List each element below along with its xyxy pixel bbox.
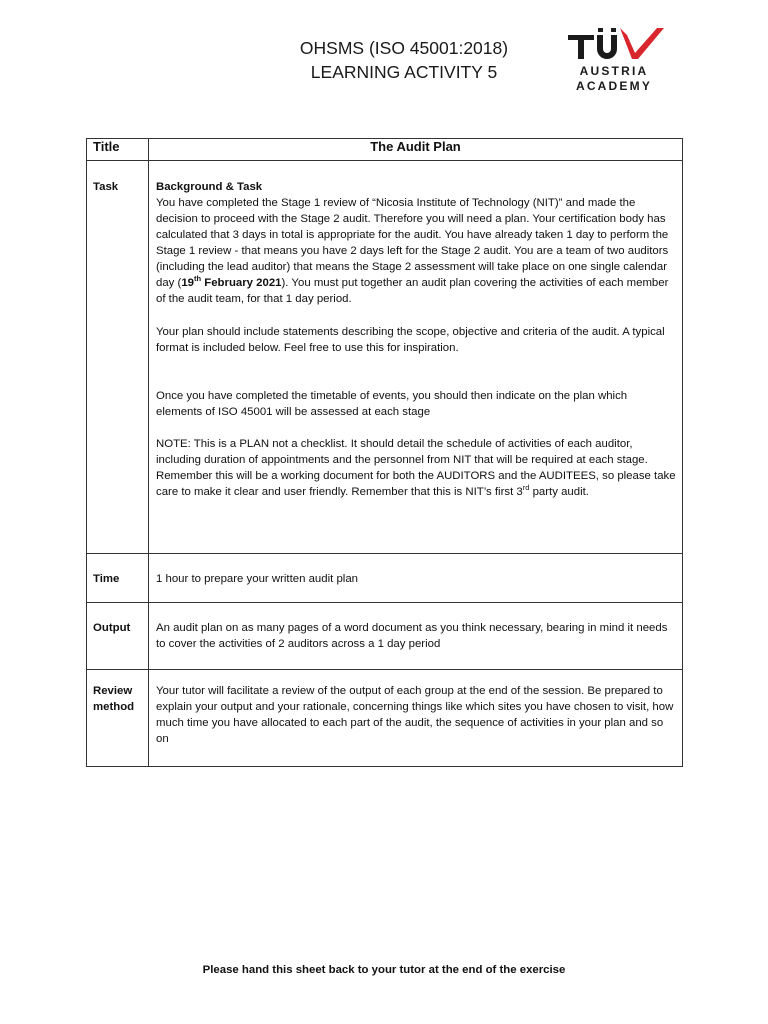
task-paragraph-2: Your plan should include statements describing the scope, objective and criteria of the audit. A typical format is included below. Feel free to use this for inspiration. [156,326,665,354]
header-line-1: OHSMS (ISO 45001:2018) [299,38,509,58]
table-row-task [87,161,683,554]
tuv-austria-academy-logo [562,26,672,96]
activity-table [86,138,683,767]
document-header [246,36,562,84]
table-row-output [87,603,683,670]
row-label-time: Time [87,554,149,603]
task-note-paragraph: NOTE: This is a PLAN not a checklist. It should detail the schedule of activities of each auditor, including duration of appointments and the personnel from NIT that will be required at each stage. Remember this will be a working document for both the AUDITORS and the AUDITEES, so please take care to make it clear and user friendly. Remember that this is NIT’s first 3rd party audit. [156,438,676,498]
logo-text-austria: AUSTRIA [579,64,649,78]
row-content-time: 1 hour to prepare your written audit plan [149,554,683,603]
row-content-output: An audit plan on as many pages of a word document as you think necessary, bearing in mind it needs to cover the activities of 2 auditors across a 1 day period [149,603,683,670]
table-header-row [87,139,683,161]
task-paragraph-1: You have completed the Stage 1 review of “Nicosia Institute of Technology (NIT)” and made the decision to proceed with the Stage 2 audit. Therefore you will need a plan. Your certification body has calculated that 3 days in total is appropriate for the audit. You have already taken 1 day to perform the Stage 1 review - that means you have 2 days left for the Stage 2 audit. You are a team of two auditors (including the lead auditor) that means the Stage 2 assessment will take place on one single calendar day (19th February 2021). You must put together an audit plan covering the activities of each member of the audit team, for that 1 day period. [156,197,669,305]
row-label-task: Task [87,161,149,554]
footer-instruction: Please hand this sheet back to your tutor at the end of the exercise [202,964,566,976]
task-heading: Background & Task [156,181,263,193]
row-content-review-method: Your tutor will facilitate a review of the output of each group at the end of the session. Be prepared to explain your output and your rationale, concerning things like which sites you have chosen to visit, how much time you have allocated to each part of the audit, the sequence of activities in your plan and so on [149,670,683,767]
table-row-review-method [87,670,683,767]
row-content-task [149,161,683,554]
row-label-output: Output [87,603,149,670]
tuv-wordmark-icon [562,26,666,60]
row-label-review-method: Review method [87,670,149,767]
column-header-title: Title [87,139,149,161]
header-line-2: LEARNING ACTIVITY 5 [310,62,498,82]
table-row-time [87,554,683,603]
column-header-audit-plan: The Audit Plan [149,139,683,161]
logo-text-academy: ACADEMY [575,79,653,93]
task-paragraph-3: Once you have completed the timetable of events, you should then indicate on the plan which elements of ISO 45001 will be assessed at each stage [156,390,628,418]
